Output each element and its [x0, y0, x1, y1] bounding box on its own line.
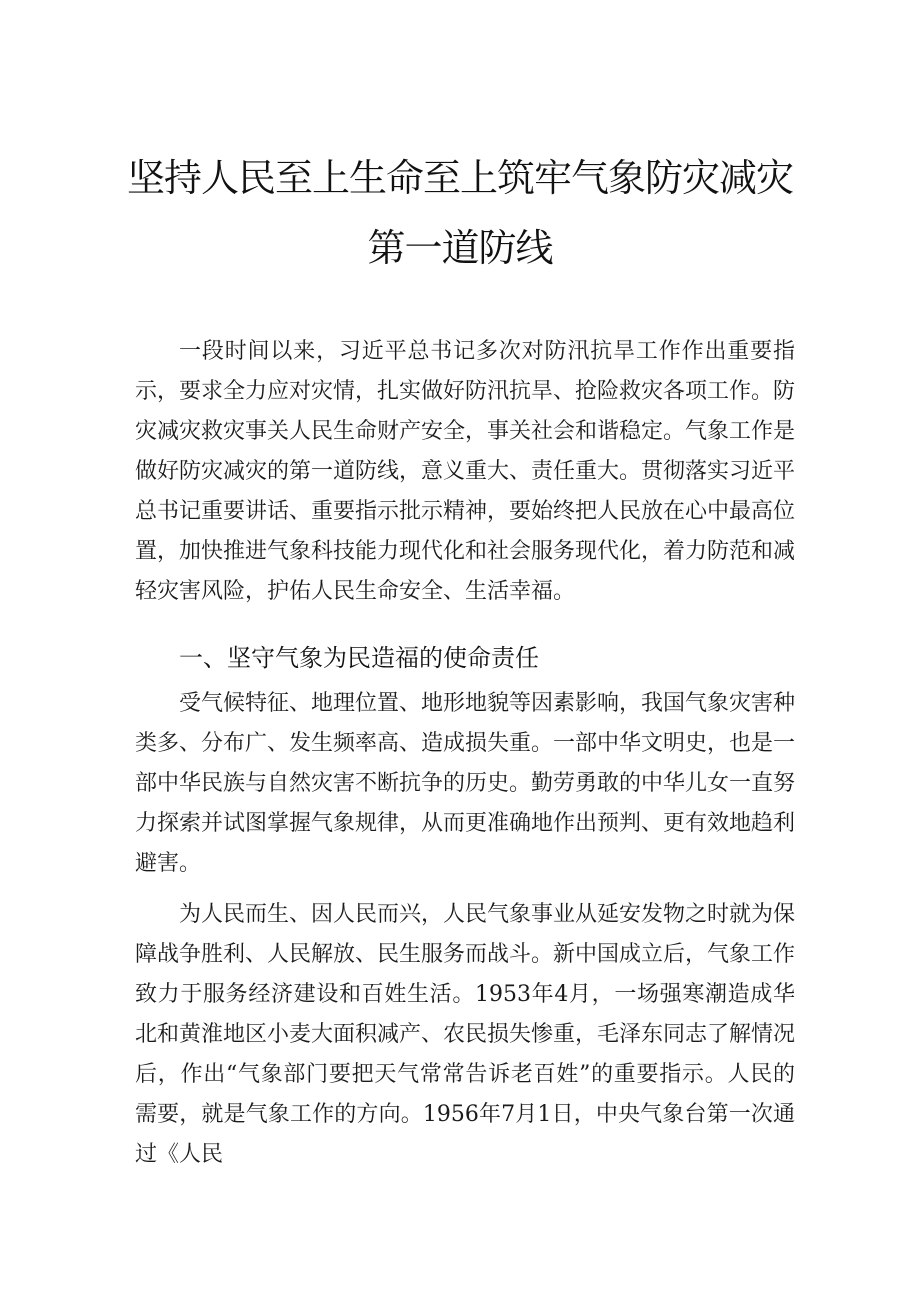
- document-title-line-1: 坚持人民至上生命至上筑牢气象防灾减灾: [126, 156, 793, 200]
- paragraph-3: 为人民而生、因人民而兴，人民气象事业从延安发物之时就为保障战争胜利、人民解放、民生服务而战斗。新中国成立后，气象工作致力于服务经济建设和百姓生活。1953年4月，一场强寒潮造成华北和黄淮地区小麦大面积减产、农民损失惨重，毛泽东同志了解情况后，作出“气象部门要把天气常常告诉老百姓”的重要指示。人民的需要，就是气象工作的方向。1956年7月1日，中央气象台第一次通过《人民: [135, 902, 796, 1167]
- section-heading-1: 一、坚守气象为民造福的使命责任: [179, 644, 539, 672]
- document-title-line-2: 第一道防线: [367, 226, 553, 270]
- paragraph-intro: 一段时间以来，习近平总书记多次对防汛抗旱工作作出重要指示，要求全力应对灾情，扎实做好防汛抗旱、抢险救灾各项工作。防灾减灾救灾事关人民生命财产安全，事关社会和谐稳定。气象工作是做好防灾减灾的第一道防线，意义重大、责任重大。贯彻落实习近平总书记重要讲话、重要指示批示精神，要始终把人民放在心中最高位置，加快推进气象科技能力现代化和社会服务现代化，着力防范和减轻灾害风险，护佑人民生命安全、生活幸福。: [135, 339, 796, 604]
- paragraph-2: 受气候特征、地理位置、地形地貌等因素影响，我国气象灾害种类多、分布广、发生频率高、造成损失重。一部中华文明史，也是一部中华民族与自然灾害不断抗争的历史。勤劳勇敢的中华儿女一直努力探索并试图掌握气象规律，从而更准确地作出预判、更有效地趋利避害。: [135, 691, 796, 876]
